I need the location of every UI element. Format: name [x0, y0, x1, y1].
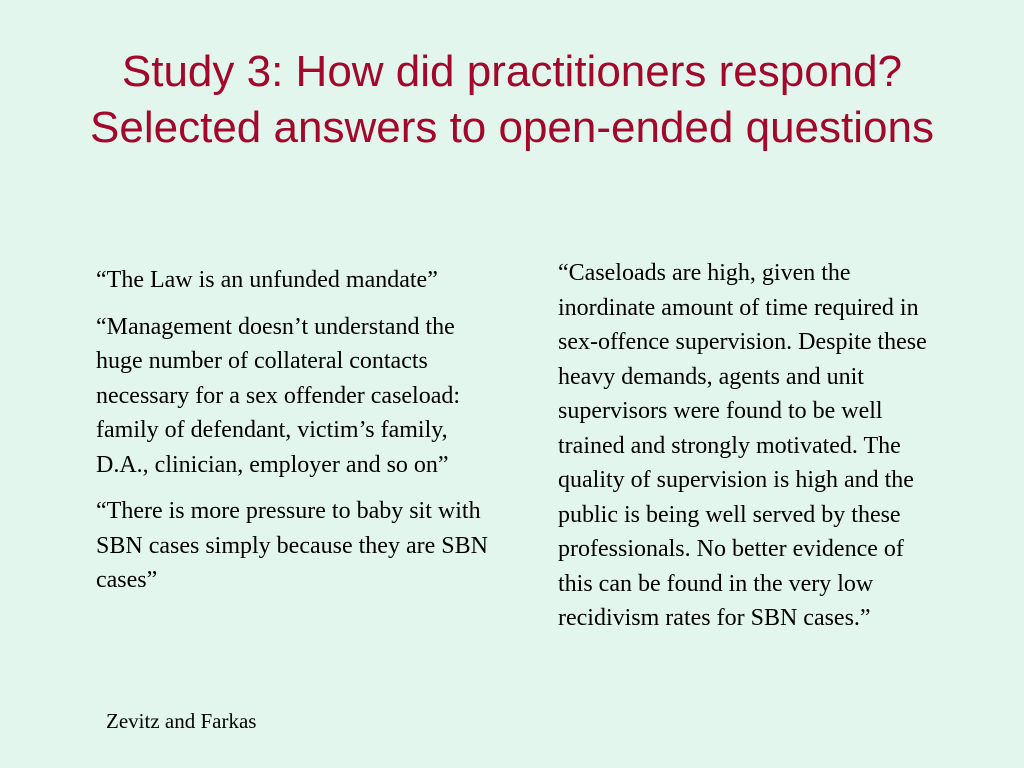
attribution: Zevitz and Farkas: [106, 709, 257, 733]
right-quote-column: [558, 256, 943, 648]
quote-caseloads-high: “Caseloads are high, given the inordinate amount of time required in sex-offence supervision. Despite these heavy demands, agents and unit supervisors were found to be well trained and strongly motivated. The quality of supervision is high and the public is being well served by these professionals. No better evidence of this can be found in the very low recidivism rates for SBN cases.”: [558, 260, 927, 631]
slide-title: Study 3: How did practitioners respond? Selected answers to open-ended questions: [90, 47, 934, 152]
quote-baby-sit-pressure: “There is more pressure to baby sit with SBN cases simply because they are SBN cases”: [96, 498, 488, 593]
quote-collateral-contacts: “Management doesn’t understand the huge number of collateral contacts necessary for a sex offender caseload: family of defendant, victim’s family, D.A., clinician, employer and so on”: [96, 313, 461, 478]
quote-unfunded-mandate: “The Law is an unfunded mandate”: [96, 267, 438, 293]
left-quotes-column: [96, 263, 490, 610]
